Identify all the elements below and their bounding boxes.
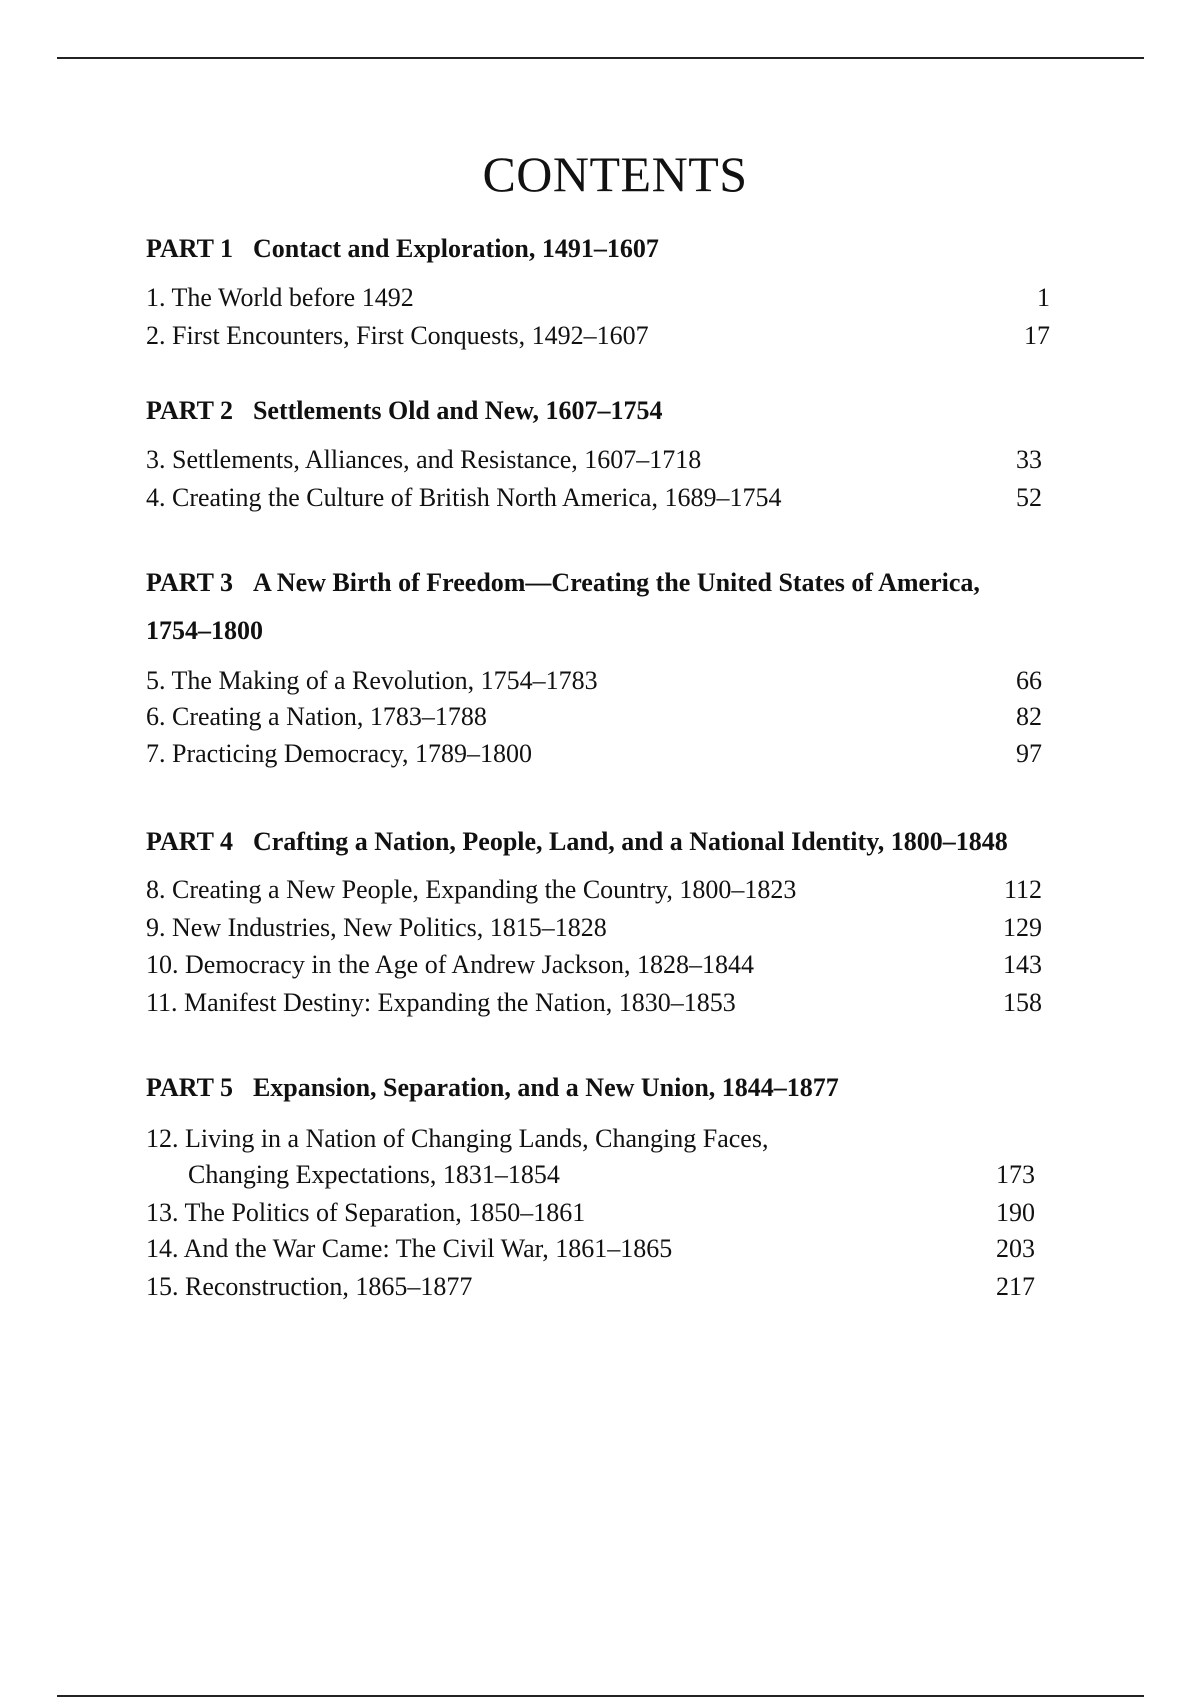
page-number: 143 — [1003, 950, 1042, 979]
page-title: CONTENTS — [482, 146, 748, 202]
toc-entry[interactable]: 1. The World before 1492 — [146, 283, 414, 312]
page-number: 33 — [1016, 445, 1042, 474]
bottom-rule — [57, 1695, 1144, 1697]
part-2-heading — [146, 396, 662, 426]
toc-entry[interactable]: 7. Practicing Democracy, 1789–1800 — [146, 739, 533, 768]
part-number: PART 2 — [146, 396, 233, 425]
toc-entry[interactable]: 13. The Politics of Separation, 1850–1861 — [146, 1198, 586, 1227]
page-number: 217 — [996, 1272, 1035, 1301]
toc-entry[interactable]: 4. Creating the Culture of British North America, 1689–1754 — [146, 483, 782, 512]
top-rule — [57, 57, 1144, 59]
toc-entry-continued[interactable]: Changing Expectations, 1831–1854 — [188, 1160, 560, 1189]
toc-entry[interactable]: 8. Creating a New People, Expanding the Country, 1800–1823 — [146, 875, 797, 904]
part-1-heading — [146, 234, 659, 264]
part-number: PART 4 — [146, 827, 233, 856]
part-4-heading — [146, 827, 1008, 857]
part-number: PART 3 — [146, 568, 233, 597]
page-number: 190 — [996, 1198, 1035, 1227]
page-number: 52 — [1016, 483, 1042, 512]
page-number: 1 — [1037, 283, 1050, 312]
page-number: 82 — [1016, 702, 1042, 731]
part-5-heading — [146, 1073, 839, 1103]
toc-entry[interactable]: 3. Settlements, Alliances, and Resistance, 1607–1718 — [146, 445, 702, 474]
page-number: 129 — [1003, 913, 1042, 942]
toc-entry[interactable]: 9. New Industries, New Politics, 1815–1828 — [146, 913, 607, 942]
part-3-heading-continued: 1754–1800 — [146, 616, 263, 645]
toc-entry[interactable]: 14. And the War Came: The Civil War, 1861–1865 — [146, 1234, 673, 1263]
part-number: PART 1 — [146, 234, 233, 263]
part-title: Crafting a Nation, People, Land, and a National Identity, 1800–1848 — [252, 827, 1008, 856]
page-number: 112 — [1003, 875, 1042, 904]
part-title: A New Birth of Freedom—Creating the United States of America, — [252, 568, 980, 597]
part-number: PART 5 — [146, 1073, 233, 1102]
part-title: Settlements Old and New, 1607–1754 — [252, 396, 663, 425]
part-title: Contact and Exploration, 1491–1607 — [252, 234, 659, 263]
toc-entry[interactable]: 10. Democracy in the Age of Andrew Jackson, 1828–1844 — [146, 950, 754, 979]
page-number: 17 — [1024, 321, 1050, 350]
page-number: 203 — [996, 1234, 1035, 1263]
page-number: 66 — [1016, 666, 1042, 695]
toc-entry[interactable]: 5. The Making of a Revolution, 1754–1783 — [146, 666, 598, 695]
toc-entry[interactable]: 6. Creating a Nation, 1783–1788 — [146, 702, 487, 731]
page-number: 97 — [1016, 739, 1042, 768]
part-3-heading — [146, 568, 980, 598]
page-number: 158 — [1003, 988, 1042, 1017]
toc-entry[interactable]: 15. Reconstruction, 1865–1877 — [146, 1272, 473, 1301]
toc-entry[interactable]: 12. Living in a Nation of Changing Lands, Changing Faces, — [146, 1124, 769, 1153]
toc-entry[interactable]: 2. First Encounters, First Conquests, 1492–1607 — [146, 321, 649, 350]
part-title: Expansion, Separation, and a New Union, 1844–1877 — [252, 1073, 839, 1102]
page-number: 173 — [996, 1160, 1035, 1189]
toc-entry[interactable]: 11. Manifest Destiny: Expanding the Nation, 1830–1853 — [146, 988, 736, 1017]
